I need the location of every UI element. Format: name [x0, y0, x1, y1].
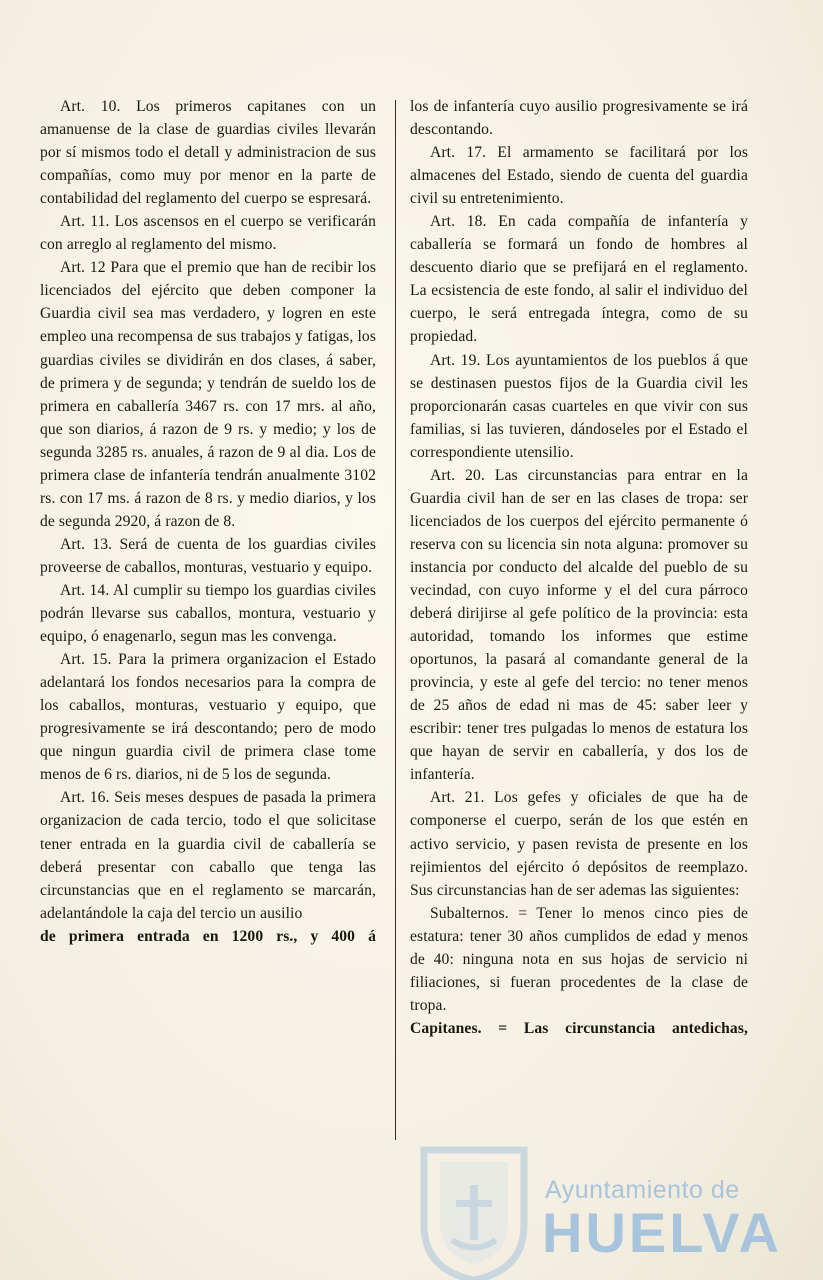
left-paragraph: Art. 13. Será de cuenta de los guardias civiles proveerse de caballos, monturas, vestuario y equipo.	[40, 535, 376, 576]
right-paragraph: Subalternos. = Tener lo menos cinco pies de estatura: tener 30 años cumplidos de edad y menos de 40: ninguna nota en sus hojas de servicio ni filiaciones, si fueran procedentes de la clase de tropa.	[410, 904, 748, 1014]
right-paragraph: los de infantería cuyo ausilio progresivamente se irá descontando.	[410, 98, 748, 139]
left-paragraph: Art. 14. Al cumplir su tiempo los guardias civiles podrán llevarse sus caballos, montura, vestuario y equipo, ó enagenarlo, segun mas les convenga.	[40, 581, 376, 646]
left-paragraph: Art. 12 Para que el premio que han de recibir los licenciados del ejército que deben componer la Guardia civil sea mas verdadero, y logren en este empleo una recompensa de sus trabajos y fatigas, los guardias civiles se dividirán en dos clases, á saber, de primera y de segunda; y tendrán de sueldo los de primera en caballería 3467 rs. con 17 mrs. al año, que son diarios, á razon de 9 rs. y medio; y los de segunda 3285 rs. anuales, á razon de 9 al dia. Los de primera clase de infantería tendrán anualmente 3102 rs. con 17 ms. á razon de 8 rs. y medio diarios, y los de segunda 2920, á razon de 8.	[40, 259, 376, 530]
right-text-column	[410, 95, 748, 1040]
left-text-column	[40, 95, 376, 948]
right-paragraph: Art. 17. El armamento se facilitará por los almacenes del Estado, siendo de cuenta del guardia civil su entretenimiento.	[410, 144, 748, 208]
left-paragraph: Art. 10. Los primeros capitanes con un amanuense de la clase de guardias civiles llevarán por sí mismos todo el detall y administracion de sus compañías, como muy por menor en la parte de contabilidad del reglamento del cuerpo se espresará.	[40, 98, 376, 208]
right-paragraph: Art. 20. Las circunstancias para entrar en la Guardia civil han de ser en las clases de tropa: ser licenciados de los cuerpos del ejército permanente ó reserva con su licencia sin nota alguna: promover su instancia por conducto del alcalde del pueblo de su vecindad, con cuyo informe y el del cura párroco deberá dirijirse al gefe político de la provincia: esta autoridad, tomando los informes que estime oportunos, la pasará al comandante general de la provincia, y este al gefe del tercio: no tener menos de 25 años de edad ni mas de 45: saber leer y escribir: tener tres pulgadas lo menos de estatura los que hayan de servir en caballería, y dos los de infantería.	[410, 466, 748, 784]
right-paragraph: Capitanes. = Las circunstancia antedichas,	[410, 1019, 748, 1037]
left-paragraph: Art. 11. Los ascensos en el cuerpo se verificarán con arreglo al reglamento del mismo.	[40, 213, 376, 254]
right-paragraph: Art. 18. En cada compañía de infantería y caballería se formará un fondo de hombres al descuento diario que se prefijará en el reglamento. La ecsistencia de este fondo, al salir el individuo del cuerpo, le será entregada íntegra, como de su propiedad.	[410, 213, 748, 346]
watermark-line-2: HUELVA	[542, 1201, 782, 1264]
right-paragraph: Art. 19. Los ayuntamientos de los pueblos á que se destinasen puestos fijos de la Guardia civil les proporcionarán casas cuarteles en que vivir con sus familias, si las tuvieren, dándoseles por el Estado el correspondiente utensilio.	[410, 351, 748, 461]
watermark-line-1: Ayuntamiento de	[545, 1176, 740, 1204]
column-divider	[395, 100, 396, 1140]
left-paragraph: Art. 15. Para la primera organizacion el Estado adelantará los fondos necesarios para la compra de los caballos, monturas, vestuario y equipo, que progresivamente se irá descontando; pero de modo que ningun guardia civil de primera clase tome menos de 6 rs. diarios, ni de 5 los de segunda.	[40, 651, 376, 784]
right-paragraph: Art. 21. Los gefes y oficiales de que ha de componerse el cuerpo, serán de los que estén en activo servicio, y pasen revista de presente en los rejimientos del ejército ó depósitos de reemplazo. Sus circunstancias han de ser ademas las siguientes:	[410, 789, 748, 899]
left-paragraph: Art. 16. Seis meses despues de pasada la primera organizacion de cada tercio, todo el que solicitase tener entrada en la guardia civil de caballería se deberá presentar con caballo que tenga las circunstancias que en el reglamento se marcarán, adelantándole la caja del tercio un ausilio	[40, 789, 376, 922]
left-paragraph: de primera entrada en 1200 rs., y 400 á	[40, 927, 376, 945]
